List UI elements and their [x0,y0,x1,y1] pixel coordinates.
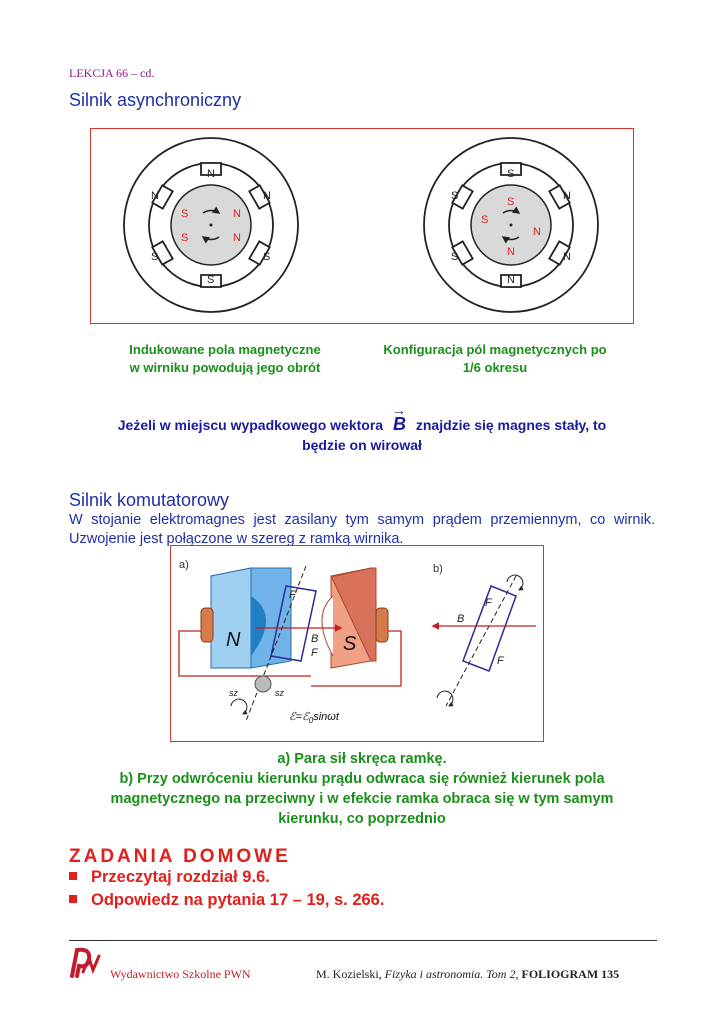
caption-line: w wirniku powodują jego obrót [129,360,321,375]
book-citation: M. Kozielski, Fizyka i astronomia. Tom 2, FOLIOGRAM 135 [316,967,620,981]
pole-label: S [207,274,215,286]
diagram-b [433,575,536,706]
right-stator [424,138,598,312]
caption-line: a) Para sił skręca ramkę. [277,751,447,767]
statement-text: znajdzie się magnes stały, to [415,417,607,433]
pole-label: N [263,190,271,202]
pole-label: S [451,190,459,202]
caption-line: kierunku, co poprzednio [278,811,446,827]
rotor-pole-label: N [533,226,541,238]
pole-label: N [563,190,571,202]
pole-label: S [151,251,159,263]
footer-divider [69,940,657,941]
label-b: b) [433,563,443,575]
vector-b: → B [391,402,406,434]
square-bullet-icon [69,895,77,903]
homework-title: ZADANIA DOMOWE [69,846,291,867]
section-title-commutator-motor: Silnik komutatorowy [69,490,230,510]
homework-item: Odpowiedz na pytania 17 – 19, s. 266. [69,891,384,910]
rotor-pole-label: S [181,208,189,220]
square-bullet-icon [69,872,77,880]
vector-arrow-icon: → [391,402,406,418]
statement-text: będzie on wirował [302,437,422,453]
commutator-diagram [171,546,542,740]
caption-line: b) Przy odwróceniu kierunku prądu odwraca się również kierunek pola [119,771,605,787]
field-label: B [457,613,465,625]
caption-field-config [360,341,630,377]
statement-permanent-magnet [80,402,644,455]
caption-commutator [80,749,644,829]
rotor-pole-label: N [233,208,241,220]
caption-line: magnetycznego na przeciwny i w efekcie ramka obraca się w tym samym [110,791,614,807]
pole-label: N [563,251,571,263]
pole-label: N [207,168,215,180]
lesson-label: LEKCJA 66 – cd. [69,66,155,80]
magnet-n [201,568,291,668]
homework-item: Przeczytaj rozdział 9.6. [69,868,270,887]
caption-line: Indukowane pola magnetyczne [129,342,321,357]
stator-diagram [91,129,632,322]
pole-label: S [507,168,515,180]
publisher-name: Wydawnictwo Szkolne PWN [110,967,251,981]
stator-diagram-frame [90,128,634,324]
rotor-pole-label: S [481,214,489,226]
caption-line: Konfiguracja pól magnetycznych po [383,342,607,357]
pole-label: N [151,190,159,202]
brush-label: sz [275,688,284,698]
pole-label: N [507,274,515,286]
pole-label: S [263,251,271,263]
left-stator [124,138,298,312]
section-paragraph: W stojanie elektromagnes jest zasilany tym samym prądem przemiennym, co wirnik. Uzwojenie jest połączone w szereg z ramką wirnika. [69,512,655,547]
rotor-pole-label: N [507,246,515,258]
emf-formula: ℰ=ℰ$_0$sinωt [289,711,339,725]
statement-text: Jeżeli w miejscu wypadkowego wektora [117,417,384,433]
caption-induced-fields [100,341,350,377]
caption-line: 1/6 okresu [462,360,528,375]
rotor-pole-label: S [507,196,515,208]
label-a: a) [179,559,189,571]
section-title-async-motor: Silnik asynchroniczny [69,90,242,110]
pole-label: S [451,251,459,263]
pole-s-label: S [343,633,357,655]
brush-label: sz [229,688,238,698]
pole-n-label: N [226,629,241,651]
pwn-logo-icon [69,946,105,985]
force-label: F [497,655,504,667]
field-label: B [311,633,319,645]
force-label: F [289,589,296,601]
rotor-pole-label: N [233,232,241,244]
commutator-diagram-frame [170,545,544,742]
force-label: F [311,647,318,659]
rotor-pole-label: S [181,232,189,244]
force-label: F [485,597,492,609]
magnet-s [322,568,388,668]
